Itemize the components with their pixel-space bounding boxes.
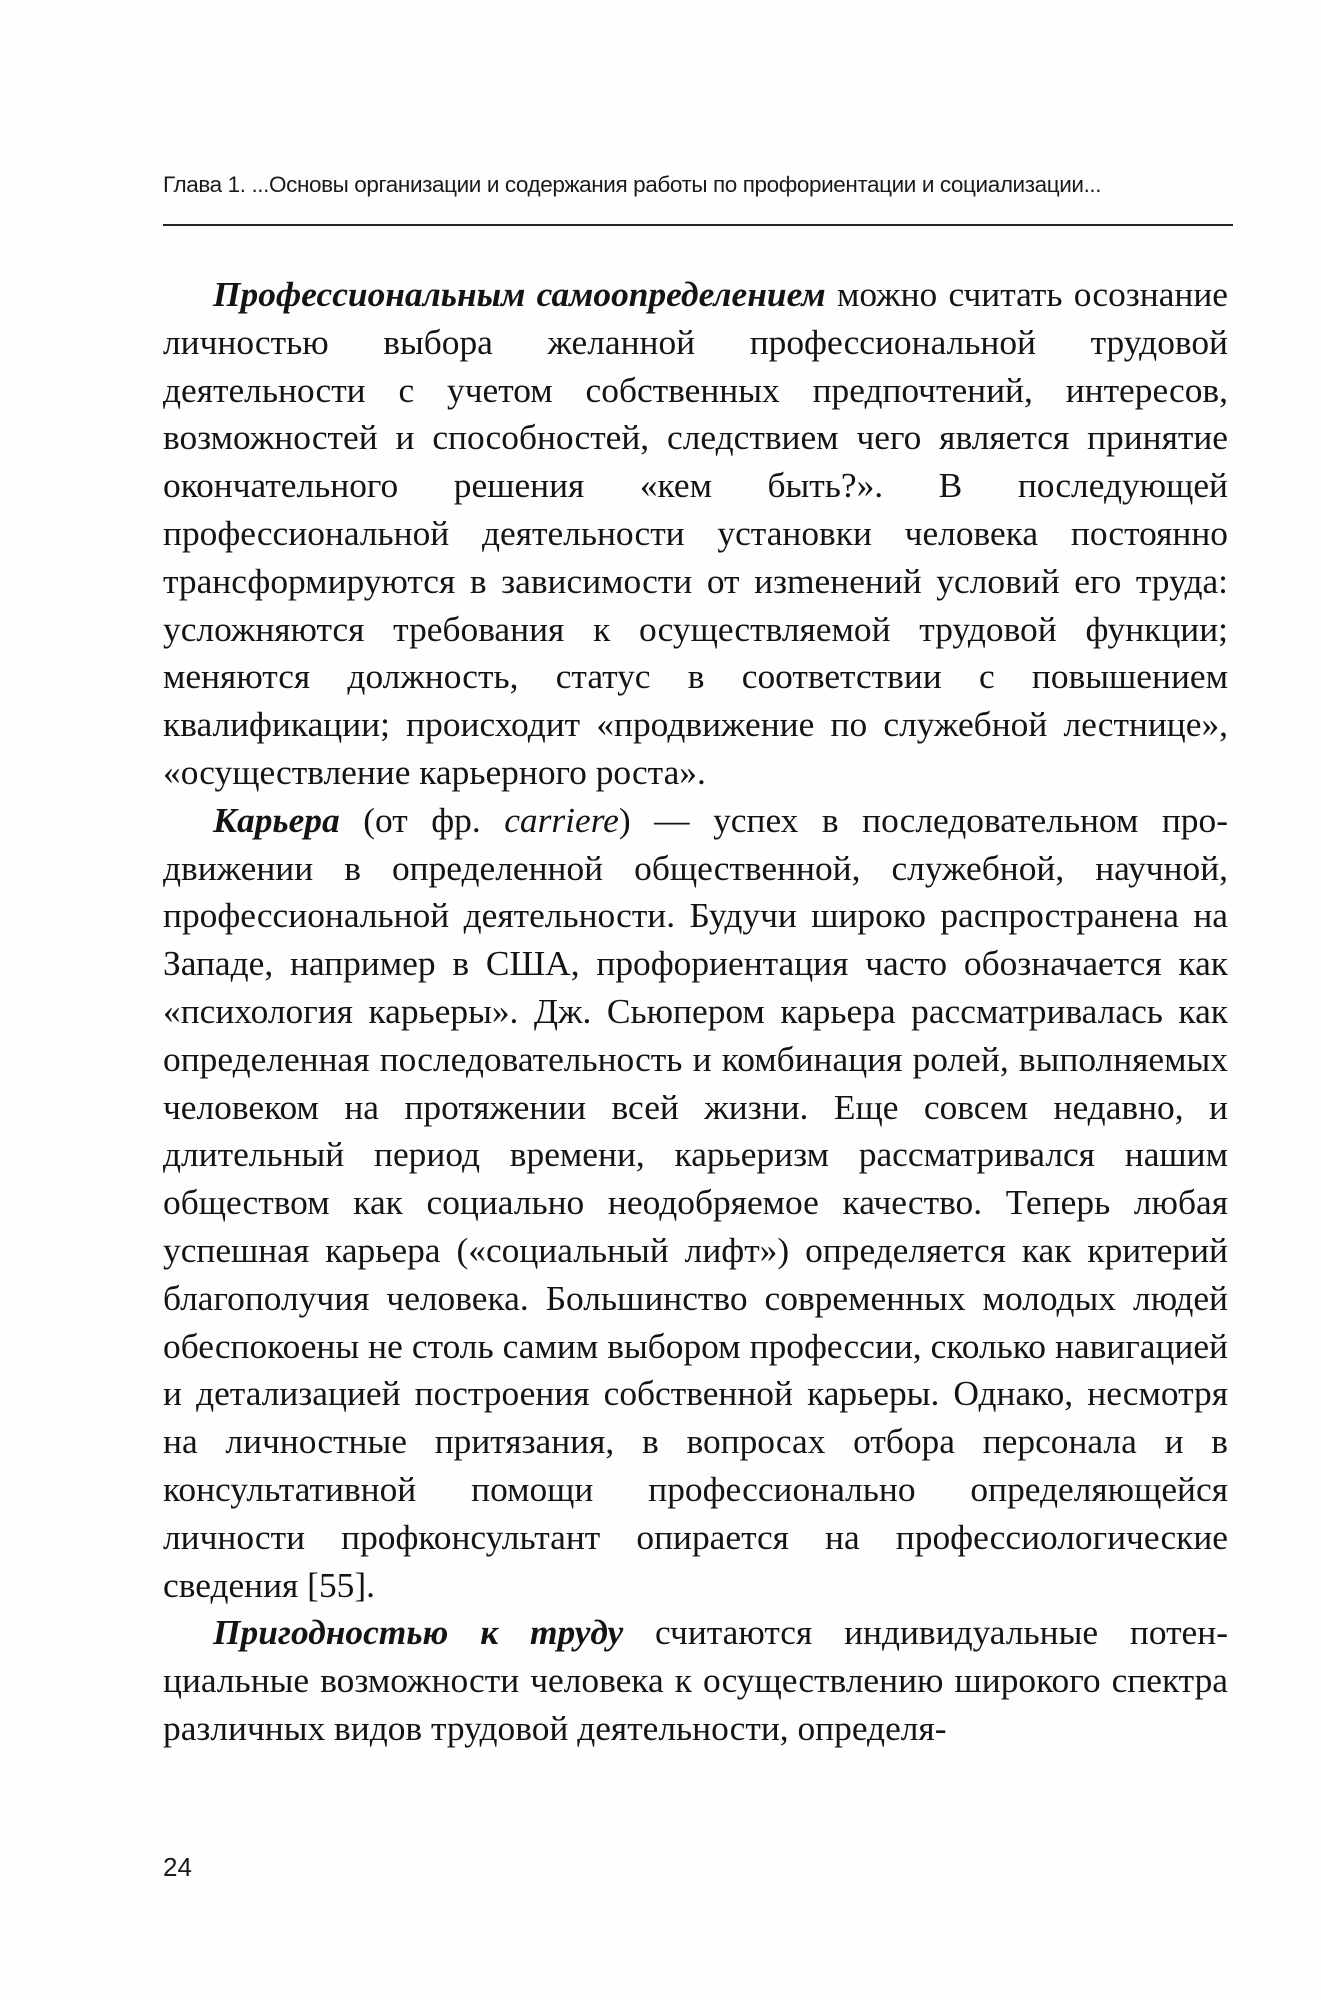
paragraph-fitness-for-work [163, 1609, 1228, 1752]
foreign-word: carriere [504, 799, 619, 840]
running-head: Глава 1. ...Основы организации и содержания работы по профориентации и социализации... [163, 172, 1102, 197]
body-text [163, 271, 1228, 1753]
header-rule [163, 224, 1233, 226]
paragraph-text-before: (от фр. [339, 799, 505, 840]
paragraph-career [163, 797, 1228, 1610]
paragraph-text: ) — успех в последовательном продвижении в определенной общественной, служебной, научной, профессиональной деятельности. Будучи широко распространена на Западе, например в США, профориентация часто обозначается как «психология карьеры». Дж. Сьюпером карьера рассматривалась как определенная последовательность и комбинация ролей, выполняемых человеком на протяжении всей жизни. Еще совсем недавно, и длительный период времени, карьеризм рассматривался нашим обществом как социально неодобряемое качество. Теперь любая успешная карьера («социальный лифт») определяется как критерий благополучия человека. Большинство современных молодых людей обеспокоены не столь самим выбором профессии, сколько навигацией и детализацией построения собственной карьеры. Однако, несмотря на личностные притязания, в вопросах отбора персонала и в консультативной помощи профессионально определяющейся личности профконсультант опирается на профессиологические сведения [55]. [163, 799, 1228, 1605]
term-self-determination: Профессиональным самоопределением [213, 274, 826, 314]
paragraph-text: можно считать осознание личностью выбора желанной профессиональной трудовой деятельности с учетом собственных предпочтений, интересов, возможностей и способностей, следствием чего является принятие окончательного решения «кем быть?». В последующей профессиональной деятельности установки человека постоянно трансформируются в зависимости от изmенений условий его труда: усложняются требования к осуществляемой трудовой функции; меняются должность, статус в соответствии с повышением квалификации; происходит «продвижение по служебной лестнице», «осуществление карьерного роста». [163, 274, 1228, 792]
term-fitness-for-work: Пригодностью к труду [213, 1612, 624, 1653]
term-career: Карьера [213, 799, 340, 840]
paragraph-text: считаются индивидуальные потенциальные возможности человека к осуществлению широкого спектра различных видов трудовой деятельности, определя- [163, 1612, 1228, 1748]
page-number: 24 [163, 1852, 192, 1882]
paragraph-self-determination [163, 271, 1228, 797]
